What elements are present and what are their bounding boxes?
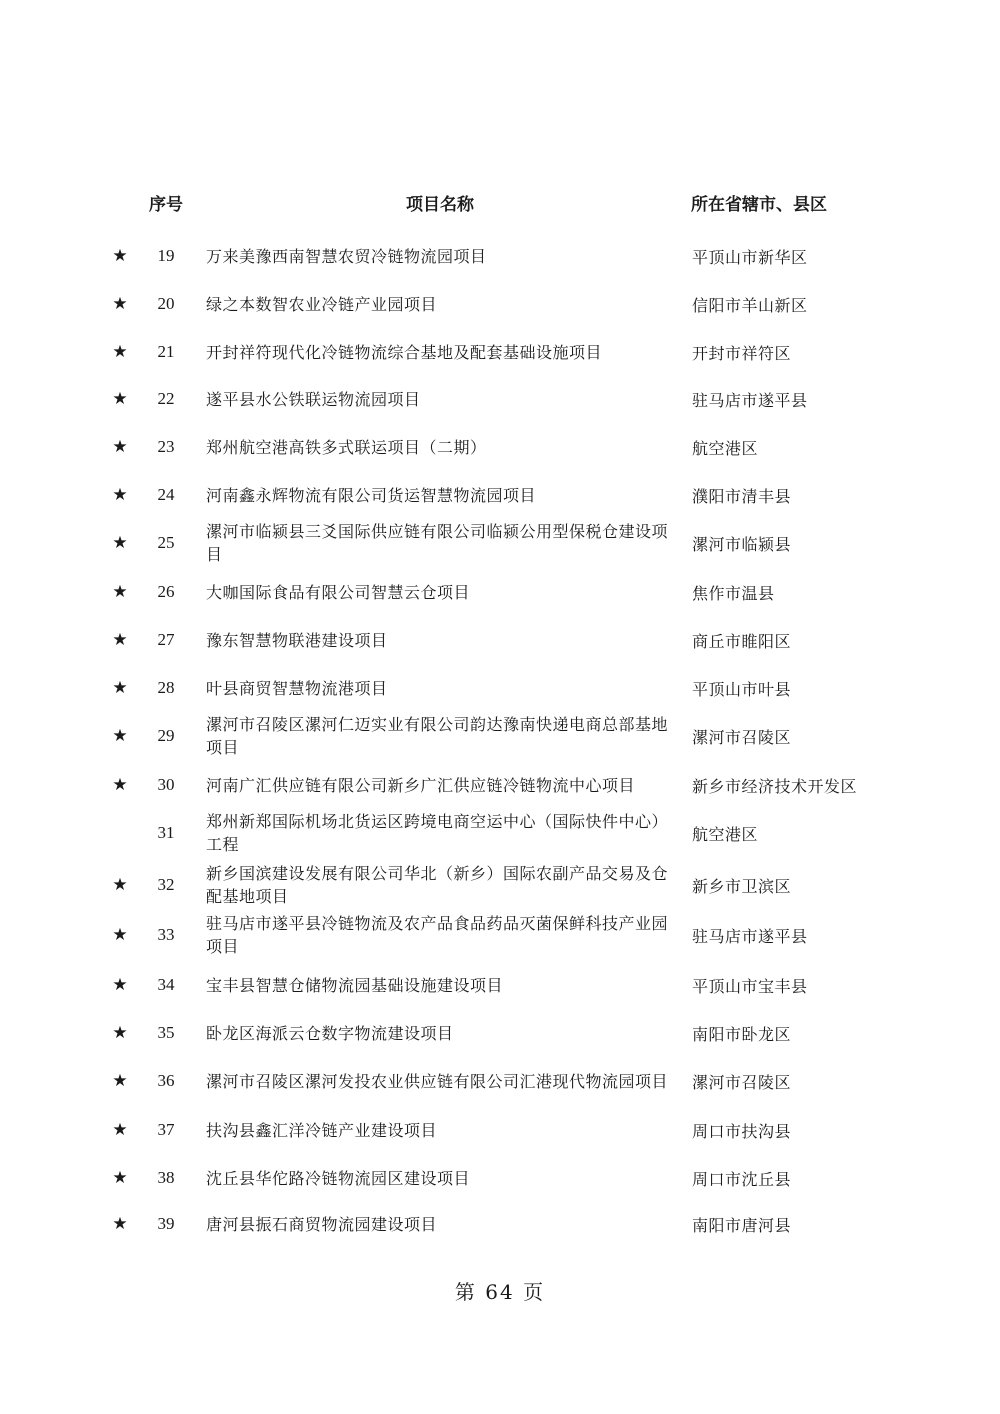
serial-number: 25 — [157, 533, 175, 552]
project-name: 遂平县水公铁联运物流园项目 — [206, 389, 421, 409]
star-marker: ★ — [112, 678, 128, 698]
table-row — [0, 1056, 1000, 1106]
table-row — [0, 235, 1000, 277]
serial-number: 21 — [157, 342, 175, 361]
serial-number: 32 — [157, 875, 175, 894]
star-marker — [108, 808, 132, 858]
table-row — [0, 910, 1000, 960]
project-location: 新乡市经济技术开发区 — [692, 776, 858, 796]
project-location: 驻马店市遂平县 — [692, 390, 808, 410]
star-marker: ★ — [112, 533, 128, 553]
table-row — [0, 474, 1000, 516]
table-row — [0, 1203, 1000, 1245]
table-row — [0, 378, 1000, 420]
table-row — [0, 764, 1000, 806]
project-name: 沈丘县华佗路冷链物流园区建设项目 — [206, 1168, 471, 1188]
header-location: 所在省辖市、县区 — [691, 195, 827, 215]
star-marker: ★ — [112, 485, 128, 505]
project-location: 濮阳市清丰县 — [692, 486, 792, 506]
table-row — [0, 808, 1000, 858]
star-marker: ★ — [112, 294, 128, 314]
table-row — [0, 518, 1000, 568]
serial-number: 27 — [157, 630, 175, 649]
project-location: 南阳市唐河县 — [692, 1215, 792, 1235]
project-name: 卧龙区海派云仓数字物流建设项目 — [206, 1023, 454, 1043]
table-row — [0, 1012, 1000, 1054]
star-marker: ★ — [112, 437, 128, 457]
star-marker: ★ — [112, 775, 128, 795]
table-row — [0, 964, 1000, 1006]
project-name: 豫东智慧物联港建设项目 — [206, 630, 388, 650]
table-row — [0, 619, 1000, 661]
table-row — [0, 860, 1000, 910]
star-marker: ★ — [112, 246, 128, 266]
project-location: 周口市扶沟县 — [692, 1121, 792, 1141]
serial-number: 31 — [157, 823, 175, 842]
project-location: 航空港区 — [692, 824, 759, 844]
table-row — [0, 331, 1000, 373]
project-name: 郑州航空港高铁多式联运项目（二期） — [206, 437, 487, 457]
project-name: 宝丰县智慧仓储物流园基础设施建设项目 — [206, 975, 504, 995]
star-marker: ★ — [112, 582, 128, 602]
star-marker: ★ — [112, 1071, 128, 1091]
star-marker: ★ — [112, 1168, 128, 1188]
project-name: 漯河市召陵区漯河仁迈实业有限公司韵达豫南快递电商总部基地项目 — [206, 715, 669, 757]
star-marker: ★ — [112, 389, 128, 409]
project-name: 漯河市临颍县三爻国际供应链有限公司临颍公用型保税仓建设项目 — [206, 522, 669, 564]
project-name: 驻马店市遂平县冷链物流及农产品食品药品灭菌保鲜科技产业园项目 — [206, 914, 669, 956]
table-row — [0, 711, 1000, 761]
serial-number: 37 — [157, 1120, 175, 1139]
serial-number: 24 — [157, 485, 175, 504]
serial-number: 22 — [157, 389, 175, 408]
project-name: 大咖国际食品有限公司智慧云仓项目 — [206, 582, 471, 602]
table-row — [0, 1157, 1000, 1199]
serial-number: 30 — [157, 775, 175, 794]
project-location: 漯河市召陵区 — [692, 727, 792, 747]
project-location: 平顶山市叶县 — [692, 679, 792, 699]
project-name: 漯河市召陵区漯河发投农业供应链有限公司汇港现代物流园项目 — [206, 1071, 669, 1091]
serial-number: 35 — [157, 1023, 175, 1042]
project-name: 绿之本数智农业冷链产业园项目 — [206, 294, 438, 314]
serial-number: 26 — [157, 582, 175, 601]
project-name: 扶沟县鑫汇洋冷链产业建设项目 — [206, 1120, 438, 1140]
table-row — [0, 283, 1000, 325]
serial-number: 36 — [157, 1071, 175, 1090]
serial-number: 20 — [157, 294, 175, 313]
star-marker: ★ — [112, 1214, 128, 1234]
project-location: 航空港区 — [692, 438, 759, 458]
project-name: 唐河县振石商贸物流园建设项目 — [206, 1214, 438, 1234]
project-name: 开封祥符现代化冷链物流综合基地及配套基础设施项目 — [206, 342, 603, 362]
star-marker: ★ — [112, 1023, 128, 1043]
page-number: 第 64 页 — [454, 1280, 546, 1304]
project-name: 叶县商贸智慧物流港项目 — [206, 678, 388, 698]
project-name: 河南鑫永辉物流有限公司货运智慧物流园项目 — [206, 485, 537, 505]
project-location: 漯河市临颍县 — [692, 534, 792, 554]
project-name: 河南广汇供应链有限公司新乡广汇供应链冷链物流中心项目 — [206, 775, 636, 795]
star-marker: ★ — [112, 925, 128, 945]
table-row — [0, 426, 1000, 468]
serial-number: 19 — [157, 246, 175, 265]
serial-number: 23 — [157, 437, 175, 456]
serial-number: 33 — [157, 925, 175, 944]
project-name: 万来美豫西南智慧农贸冷链物流园项目 — [206, 246, 487, 266]
project-location: 焦作市温县 — [692, 583, 775, 603]
star-marker: ★ — [112, 342, 128, 362]
header-project-name: 项目名称 — [406, 195, 474, 215]
serial-number: 34 — [157, 975, 175, 994]
star-marker: ★ — [112, 975, 128, 995]
serial-number: 28 — [157, 678, 175, 697]
project-location: 南阳市卧龙区 — [692, 1024, 792, 1044]
project-location: 商丘市睢阳区 — [692, 631, 792, 651]
project-location: 新乡市卫滨区 — [692, 876, 792, 896]
table-row — [0, 571, 1000, 613]
project-location: 平顶山市新华区 — [692, 247, 808, 267]
project-location: 开封市祥符区 — [692, 343, 792, 363]
project-name: 新乡国滨建设发展有限公司华北（新乡）国际农副产品交易及仓配基地项目 — [206, 864, 669, 906]
project-location: 驻马店市遂平县 — [692, 926, 808, 946]
star-marker: ★ — [112, 630, 128, 650]
table-row — [0, 667, 1000, 709]
project-location: 漯河市召陵区 — [692, 1072, 792, 1092]
serial-number: 29 — [157, 726, 175, 745]
serial-number: 39 — [157, 1214, 175, 1233]
star-marker: ★ — [112, 875, 128, 895]
header-serial-number: 序号 — [149, 195, 183, 215]
project-location: 信阳市羊山新区 — [692, 295, 808, 315]
table-row — [0, 1109, 1000, 1151]
star-marker: ★ — [112, 1120, 128, 1140]
serial-number: 38 — [157, 1168, 175, 1187]
project-name: 郑州新郑国际机场北货运区跨境电商空运中心（国际快件中心）工程 — [206, 812, 669, 854]
project-location: 周口市沈丘县 — [692, 1169, 792, 1189]
project-location: 平顶山市宝丰县 — [692, 976, 808, 996]
star-marker: ★ — [112, 726, 128, 746]
